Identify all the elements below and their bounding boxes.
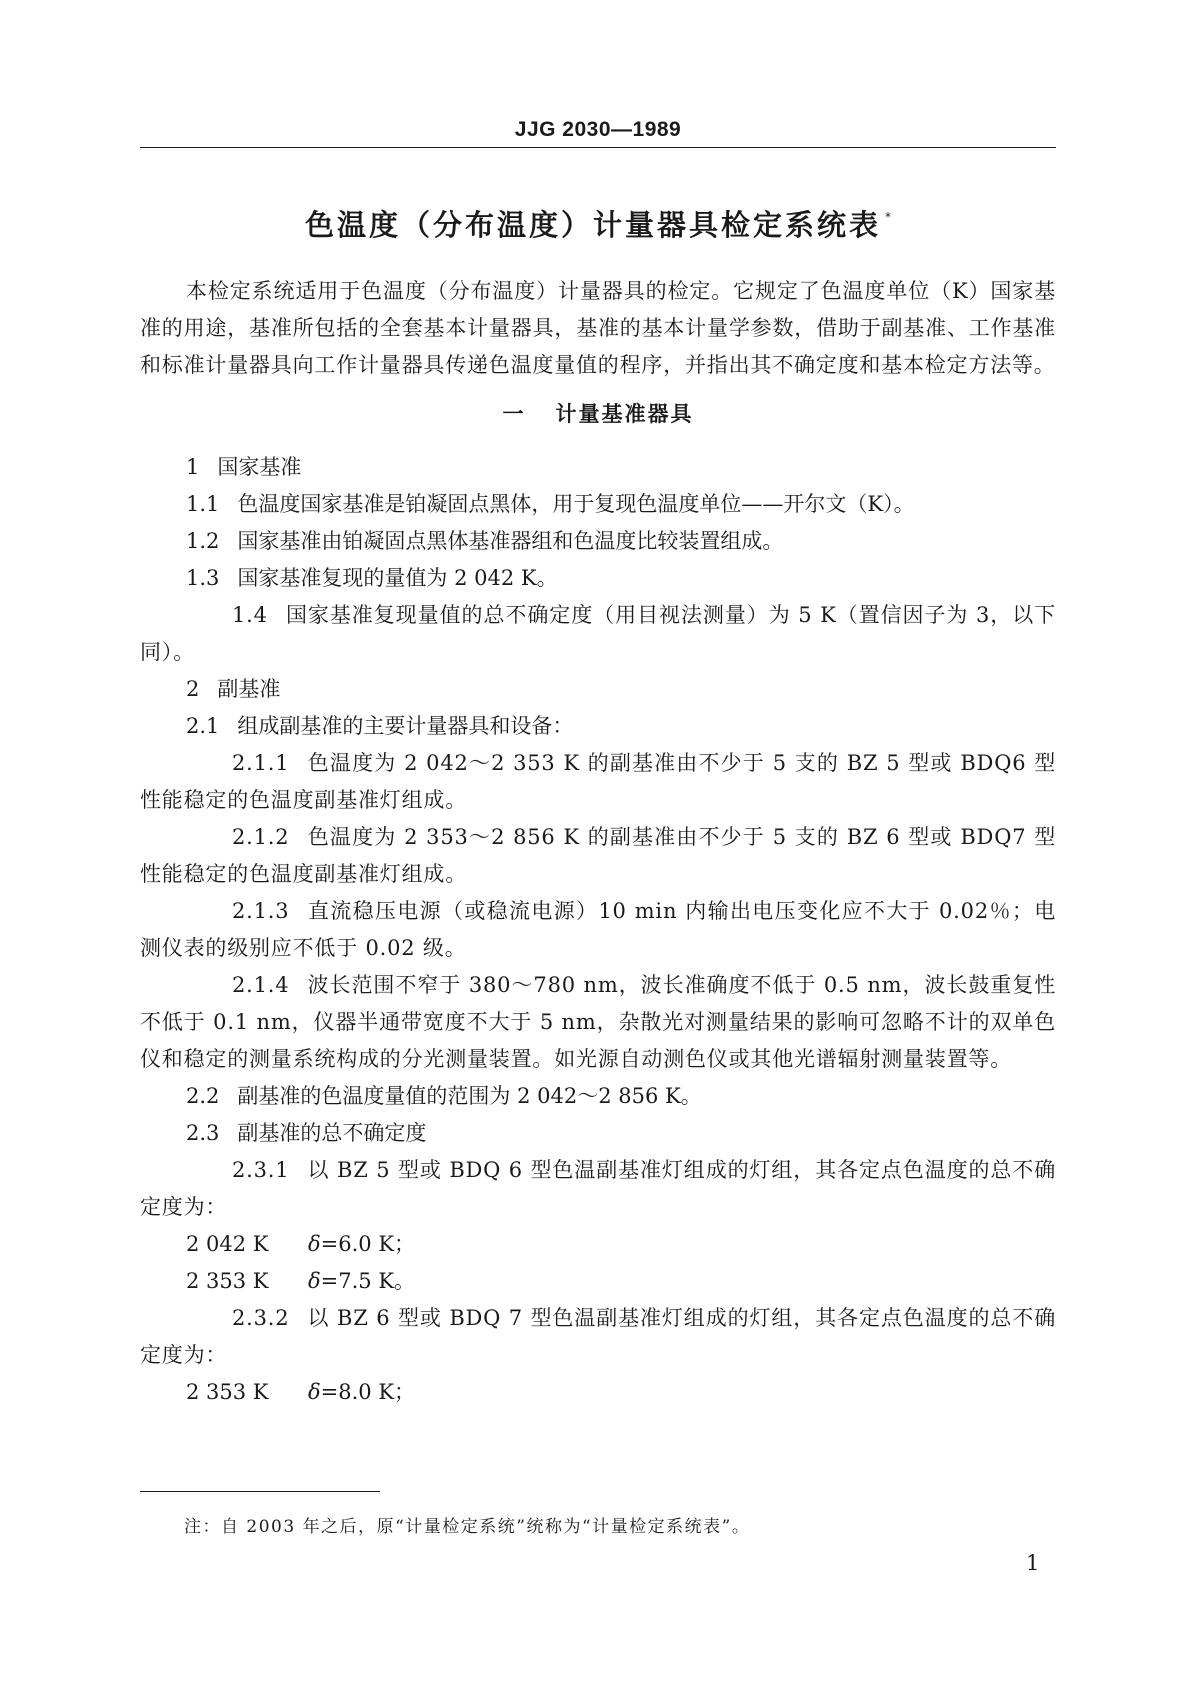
clause-1: [140, 449, 1056, 486]
clause-1-4: [140, 597, 1056, 671]
clause-number: 1.2: [186, 529, 220, 553]
clause-2: [140, 671, 1056, 708]
footnote-rule: [140, 1491, 380, 1492]
intro-paragraph: 本检定系统适用于色温度（分布温度）计量器具的检定。它规定了色温度单位（K）国家基准的用途，基准所包括的全套基本计量器具，基准的基本计量学参数，借助于副基准、工作基准和标准计量器具向工作计量器具传递色温度量值的程序，并指出其不确定度和基本检定方法等。: [140, 279, 1056, 377]
clause-number: 2.1.4: [232, 973, 290, 997]
clause-text: 色温度为 2 042～2 353 K 的副基准由不少于 5 支的 BZ 5 型或 BDQ6 型性能稳定的色温度副基准灯组成。: [140, 751, 1056, 812]
clause-number: 2.3: [186, 1121, 220, 1145]
clause-1-3: [140, 560, 1056, 597]
clause-2-3-2: [140, 1300, 1056, 1374]
clause-number: 2: [186, 677, 200, 701]
clause-number: 2.2: [186, 1084, 220, 1108]
temperature-value: 2 353 K: [186, 1269, 269, 1293]
clause-text: 直流稳压电源（或稳流电源）10 min 内输出电压变化应不大于 0.02％；电测仪表的级别应不低于 0.02 级。: [140, 899, 1056, 960]
clause-text: 以 BZ 5 型或 BDQ 6 型色温副基准灯组成的灯组，其各定点色温度的总不确定度为：: [140, 1158, 1056, 1219]
clause-2-1-4: [140, 967, 1056, 1078]
clause-1-2: [140, 523, 1056, 560]
clause-text: 国家基准由铂凝固点黑体基准器组和色温度比较装置组成。: [237, 529, 784, 553]
clause-number: 1.1: [186, 492, 220, 516]
clause-2-1-3: [140, 893, 1056, 967]
delta-symbol: δ: [308, 1380, 321, 1404]
clause-2-2: [140, 1078, 1056, 1115]
section-number: 一: [502, 402, 526, 426]
clause-text: 组成副基准的主要计量器具和设备：: [237, 714, 574, 738]
clause-text: 色温度国家基准是铂凝固点黑体，用于复现色温度单位——开尔文（K）。: [237, 492, 915, 516]
uncertainty-value: =7.5 K。: [320, 1269, 416, 1293]
clause-text: 以 BZ 6 型或 BDQ 7 型色温副基准灯组成的灯组，其各定点色温度的总不确定度为：: [140, 1306, 1056, 1367]
clause-number: 1: [186, 455, 200, 479]
uncertainty-row: [140, 1374, 1056, 1411]
clause-2-3-1: [140, 1152, 1056, 1226]
running-header: JJG 2030—1989: [514, 118, 682, 141]
clause-text: 副基准的总不确定度: [237, 1121, 427, 1145]
clause-number: 2.1.1: [232, 751, 290, 775]
clause-number: 1.3: [186, 566, 220, 590]
uncertainty-value: =6.0 K；: [320, 1232, 416, 1256]
clause-2-1-2: [140, 819, 1056, 893]
document-title-text: 色温度（分布温度）计量器具检定系统表: [304, 208, 881, 242]
clause-1-1: [140, 486, 1056, 523]
uncertainty-row: [140, 1263, 1056, 1300]
title-footnote-marker: *: [885, 210, 891, 224]
uncertainty-row: [140, 1226, 1056, 1263]
document-body: [140, 273, 1056, 1411]
clause-text: 国家基准复现量值的总不确定度（用目视法测量）为 5 K（置信因子为 3，以下同）。: [140, 603, 1056, 664]
delta-symbol: δ: [308, 1232, 321, 1256]
clause-text: 副基准的色温度量值的范围为 2 042～2 856 K。: [237, 1084, 702, 1108]
delta-symbol: δ: [308, 1269, 321, 1293]
clause-text: 国家基准: [217, 455, 302, 479]
clause-number: 2.3.2: [232, 1306, 290, 1330]
page-number: 1: [1026, 1551, 1040, 1575]
clause-number: 2.3.1: [232, 1158, 290, 1182]
clause-number: 1.4: [232, 603, 268, 627]
clause-2-1-1: [140, 745, 1056, 819]
header-rule: [140, 147, 1056, 148]
clause-number: 2.1.2: [232, 825, 290, 849]
section-heading: [140, 396, 1056, 433]
clause-number: 2.1: [186, 714, 220, 738]
footnote: 注：自 2003 年之后，原“计量检定系统”统称为“计量检定系统表”。: [184, 1517, 751, 1537]
clause-2-1: [140, 708, 1056, 745]
clause-text: 国家基准复现的量值为 2 042 K。: [237, 566, 558, 590]
clause-text: 色温度为 2 353～2 856 K 的副基准由不少于 5 支的 BZ 6 型或 BDQ7 型性能稳定的色温度副基准灯组成。: [140, 825, 1056, 886]
clause-text: 副基准: [217, 677, 281, 701]
clause-number: 2.1.3: [232, 899, 290, 923]
temperature-value: 2 353 K: [186, 1380, 269, 1404]
section-title-text: 计量基准器具: [555, 402, 694, 426]
clause-2-3: [140, 1115, 1056, 1152]
clause-text: 波长范围不窄于 380～780 nm，波长准确度不低于 0.5 nm，波长鼓重复性不低于 0.1 nm，仪器半通带宽度不大于 5 nm，杂散光对测量结果的影响可忽略不计的双单色仪和稳定的测量系统构成的分光测量装置。如光源自动测色仪或其他光谱辐射测量装置等。: [140, 973, 1056, 1071]
document-title: [140, 203, 1056, 244]
temperature-value: 2 042 K: [186, 1232, 269, 1256]
uncertainty-value: =8.0 K；: [320, 1380, 416, 1404]
